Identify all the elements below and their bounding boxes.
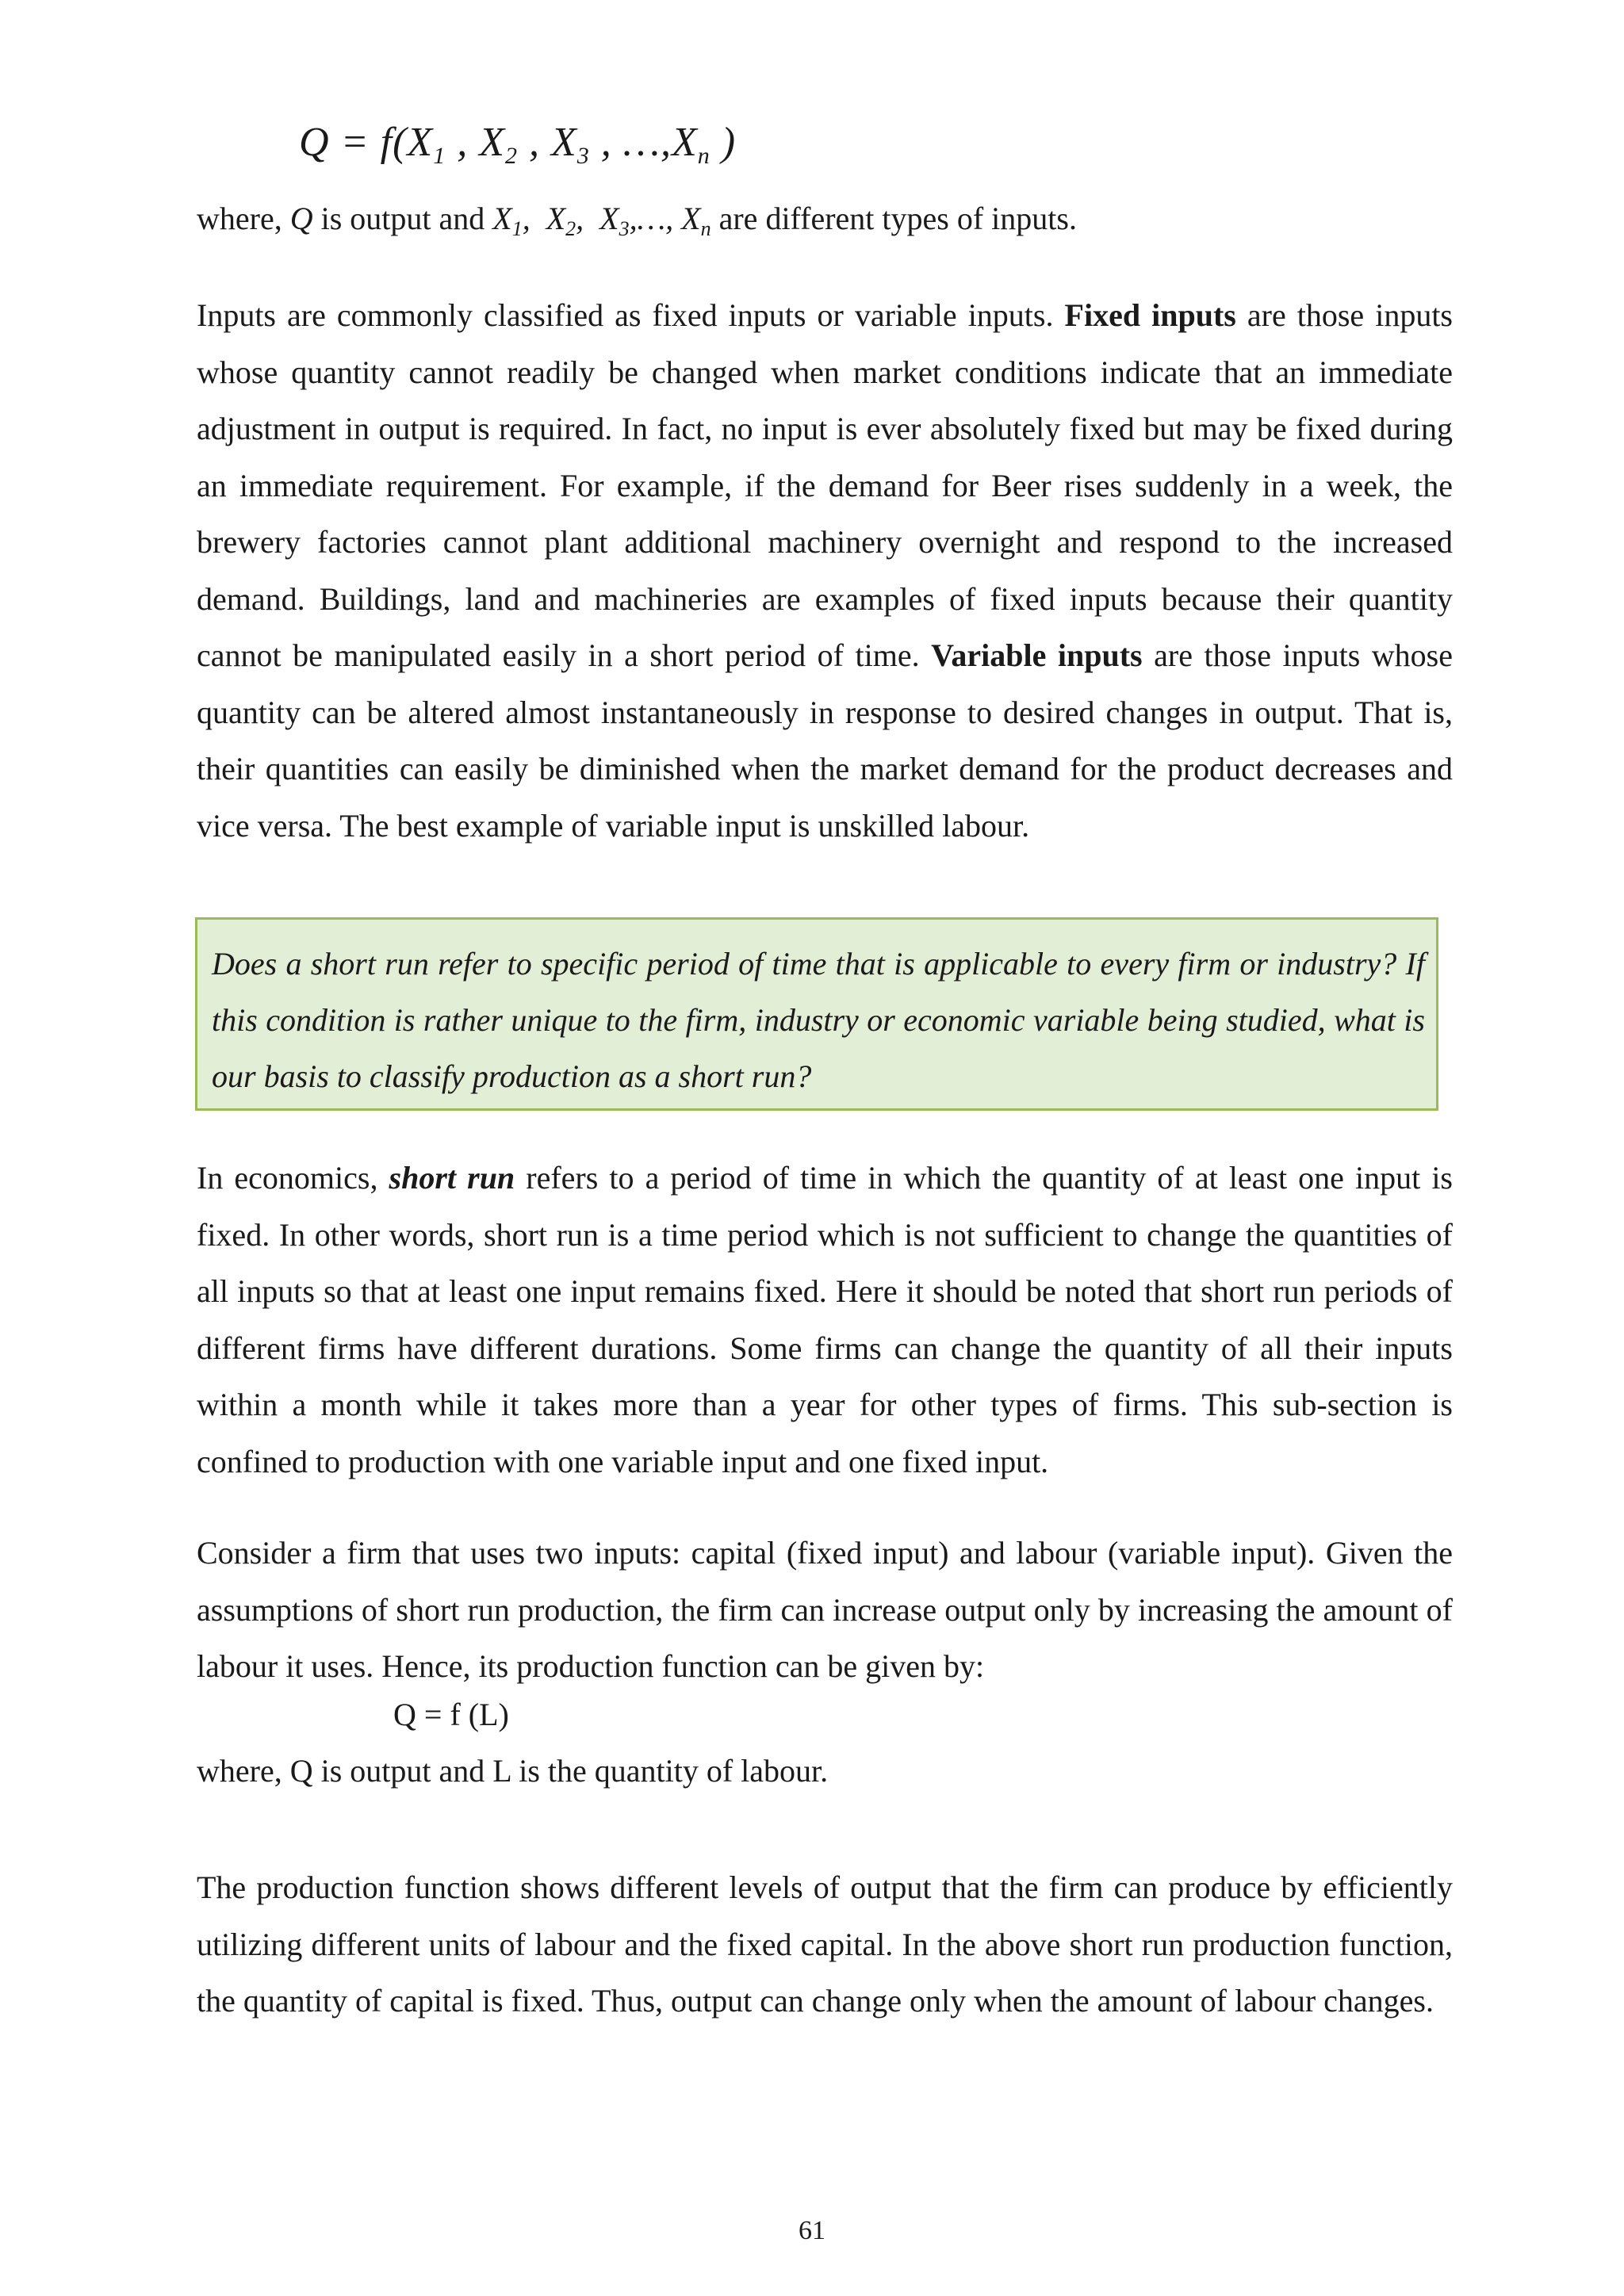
question-callout-text: Does a short run refer to specific period of time that is applicable to every firm or industry? If this condition is rather unique to the firm, industry or economic variable being studied, what is our basis to classify production as a short run?: [212, 946, 1425, 1094]
question-callout-box: [195, 917, 1438, 1111]
paragraph-production-function: The production function shows different levels of output that the firm can produce by efficiently utilizing different units of labour and the fixed capital. In the above short run production function, the quantity of capital is fixed. Thus, output can change only when the amount of labour changes.: [197, 1869, 1453, 2019]
labour-production-function: Q = f (L): [393, 1697, 509, 1732]
term-fixed-inputs: Fixed inputs: [1064, 297, 1236, 333]
where-inputs-line: where, Q is output and $X_1$, $X_2$, $X_3,\dots$, $X_n$ are different types of inputs.: [197, 201, 1077, 240]
term-short-run: short run: [389, 1160, 515, 1196]
paragraph-consider-firm: Consider a firm that uses two inputs: capital (fixed input) and labour (variable input). Given the assumptions of short run production, the firm can increase output only by increasing the amount of labour it uses. Hence, its production function can be given by:: [197, 1535, 1453, 1684]
paragraph-short-run: In economics, short run refers to a period of time in which the quantity of at least one input is fixed. In other words, short run is a time period which is not sufficient to change the quantities of all inputs so that at least one input remains fixed. Here it should be noted that short run periods of different firms have different durations. Some firms can change the quantity of all their inputs within a month while it takes more than a year for other types of firms. This sub-section is confined to production with one variable input and one fixed input.: [197, 1160, 1453, 1479]
where-labour-line: where, Q is output and L is the quantity of labour.: [197, 1753, 829, 1789]
term-variable-inputs: Variable inputs: [931, 637, 1143, 673]
page-number: 61: [799, 2216, 825, 2245]
general-production-function: $Q = f(X_1$ , $X_2$ , $X_3$ , $\dots,X_n$ ): [299, 120, 737, 169]
paragraph-fixed-variable-inputs: Inputs are commonly classified as fixed inputs or variable inputs. Fixed inputs are those inputs whose quantity cannot readily be changed when market conditions indicate that an immediate adjustment in output is required. In fact, no input is ever absolutely fixed but may be fixed during an immediate requirement. For example, if the demand for Beer rises suddenly in a week, the brewery factories cannot plant additional machinery overnight and respond to the increased demand. Buildings, land and machineries are examples of fixed inputs because their quantity cannot be manipulated easily in a short period of time. Variable inputs are those inputs whose quantity can be altered almost instantaneously in response to desired changes in output. That is, their quantities can easily be diminished when the market demand for the product decreases and vice versa. The best example of variable input is unskilled labour.: [197, 297, 1454, 844]
